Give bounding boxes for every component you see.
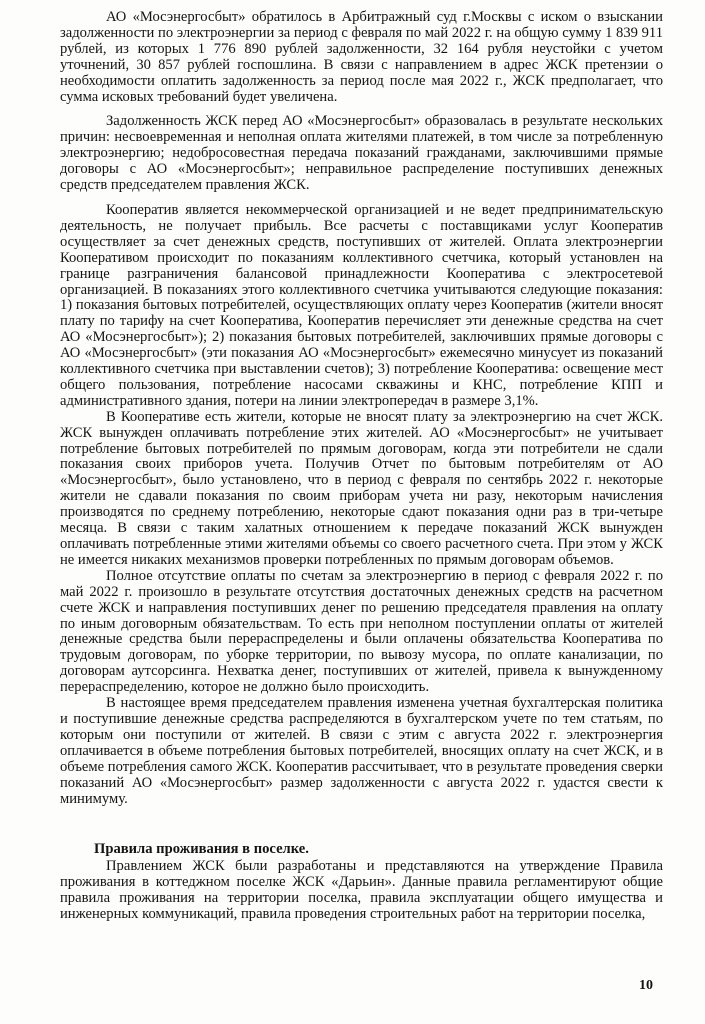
paragraph-lawsuit: АО «Мосэнергосбыт» обратилось в Арбитражный суд г.Москвы с иском о взыскании задолженности по электроэнергии за период с февраля по май 2022 г. на общую сумму 1 839 911 рублей, из которых 1 776 890 рублей задолженности, 32 164 рубля неустойки с учетом уточнений, 30 857 рублей госпошлина. В связи с направлением в адрес ЖСК претензии о необходимости оплатить задолженность за период после мая 2022 г., ЖСК предполагает, что сумма исковых требований будет увеличена. [60,9,663,105]
section-heading: Правила проживания в поселке. [94,841,309,858]
paragraph-payment-absence: Полное отсутствие оплаты по счетам за электроэнергию в период с февраля 2022 г. по май 2022 г. произошло в результате отсутствия достаточных денежных средств на расчетном счете ЖСК и направления поступивших денег по решению председателя правления на оплату по иным договорным обязательствам. То есть при неполном поступлении оплаты от жителей денежные средства были перераспределены и были оплачены обязательства Кооператива по трудовым договорам, по уборке территории, по вывозу мусора, по оплате канализации, по договорам аутсорсинга. Нехватка денег, поступивших от жителей, привела к вынужденному перераспределению, которое не должно было происходить. [60,567,663,696]
page-number: 10 [639,978,653,993]
paragraph-living-rules: Правлением ЖСК были разработаны и представляются на утверждение Правила проживания в коттеджном поселке ЖСК «Дарьин». Данные правила регламентируют общие правила проживания на территории поселка, правила эксплуатации общего имущества и инженерных коммуникаций, правила проведения строительных работ на территории поселка, [60,858,663,923]
paragraph-debt-causes: Задолженность ЖСК перед АО «Мосэнергосбыт» образовалась в результате нескольких причин: несвоевременная и неполная оплата жителями платежей, в том числе за потребленную электроэнергию; недобросовестная передача показаний гражданами, заключившими прямые договоры с АО «Мосэнергосбыт»; неправильное распределение поступивших денежных средств председателем правления ЖСК. [60,113,663,194]
paragraph-nonpaying-residents: В Кооперативе есть жители, которые не вносят плату за электроэнергию на счет ЖСК. ЖСК вынужден оплачивать потребление этих жителей. АО «Мосэнергосбыт» не учитывает потребление бытовых потребителей по прямым договорам, когда эти потребители не сдали показания своих приборов учета. Получив Отчет по бытовым потребителям от АО «Мосэнергосбыт», было установлено, что в период с февраля по сентябрь 2022 г. некоторые жители не сдавали показания по своим приборам учета ни разу, некоторым начисления производятся по среднему потреблению, некоторые сдают показания одни раз в три-четыре месяца. В связи с таким халатных отношением к передаче показаний ЖСК вынужден оплачивать потребленные этими жителями объемы со своего расчетного счета. При этом у ЖСК не имеется никаких механизмов проверки потребленных по прямым договорам объемов. [60,408,663,568]
paragraph-accounting-policy: В настоящее время председателем правления изменена учетная бухгалтерская политика и поступившие денежные средства распределяются в бухгалтерском учете по тем статьям, по которым они поступили от жителей. В связи с этим с августа 2022 г. электроэнергия оплачивается в объеме потребления бытовых потребителей, вносящих оплату на счет ЖСК, и в объеме потребления самого ЖСК. Кооператив рассчитывает, что в результате проведения сверки показаний АО «Мосэнергосбыт» размер задолженности с августа 2022 г. удастся свести к минимуму. [60,695,663,807]
paragraph-cooperative-metering: Кооператив является некоммерческой организацией и не ведет предпринимательскую деятельность, не получает прибыль. Все расчеты с поставщиками услуг Кооператив осуществляет за счет денежных средств, поступивших от жителей. Оплата электроэнергии Кооперативом происходит по показаниям коллективного счетчика, который установлен на границе разграничения балансовой принадлежности Кооператива с электросетевой организацией. В показаниях этого коллективного счетчика учитываются следующие показания: 1) показания бытовых потребителей, осуществляющих оплату через Кооператив (жители вносят плату по тарифу на счет Кооператива, Кооператив перечисляет эти денежные средства на счет АО «Мосэнергосбыт»); 2) показания бытовых потребителей, заключивших прямые договоры с АО «Мосэнергосбыт» (эти показания АО «Мосэнергосбыт» ежемесячно минусует из показаний коллективного счетчика при выставлении счетов); 3) потребление Кооператива: освещение мест общего пользования, потребление насосами скважины и КНС, потребление КПП и административного здания, потери на линии электропередач в размере 3,1%. [60,201,663,409]
